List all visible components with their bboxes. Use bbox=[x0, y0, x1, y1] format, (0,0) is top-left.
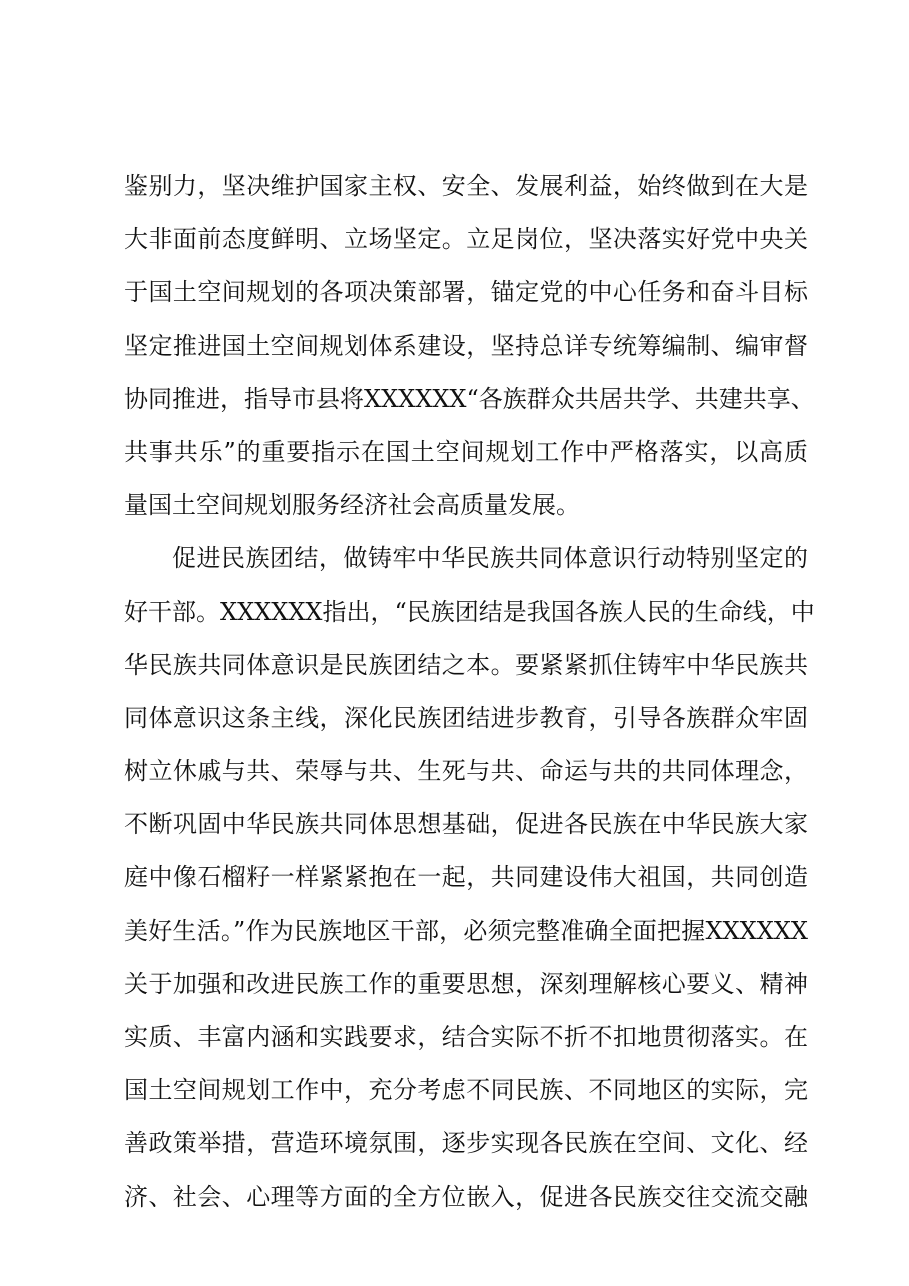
paragraph-line: 善政策举措，营造环境氛围，逐步实现各民族在空间、文化、经 bbox=[124, 1129, 808, 1158]
paragraph-line: 于国土空间规划的各项决策部署，锚定党的中心任务和奋斗目标 bbox=[124, 278, 808, 307]
paragraph-line: 坚定推进国土空间规划体系建设，坚持总详专统筹编制、编审督 bbox=[124, 331, 808, 360]
paragraph-line: 不断巩固中华民族共同体思想基础，促进各民族在中华民族大家 bbox=[124, 810, 808, 839]
paragraph-line: 济、社会、心理等方面的全方位嵌入，促进各民族交往交流交融 bbox=[124, 1182, 808, 1211]
paragraph-1 bbox=[124, 160, 815, 532]
paragraph-line: 实质、丰富内涵和实践要求，结合实际不折不扣地贯彻落实。在 bbox=[124, 1023, 808, 1051]
paragraph-line: 鉴别力，坚决维护国家主权、安全、发展利益，始终做到在大是 bbox=[124, 172, 808, 200]
paragraph-line: 促进民族团结，做铸牢中华民族共同体意识行动特别坚定的 bbox=[172, 544, 808, 573]
paragraph-line: 树立休戚与共、荣辱与共、生死与共、命运与共的共同体理念， bbox=[124, 757, 808, 786]
paragraph-line: 关于加强和改进民族工作的重要思想，深刻理解核心要义、精神 bbox=[124, 969, 808, 998]
paragraph-line: 量国土空间规划服务经济社会高质量发展。 bbox=[124, 491, 580, 520]
paragraph-line: 国土空间规划工作中，充分考虑不同民族、不同地区的实际，完 bbox=[124, 1076, 808, 1105]
paragraph-2 bbox=[124, 532, 815, 1223]
paragraph-line: 庭中像石榴籽一样紧紧抱在一起，共同建设伟大祖国，共同创造 bbox=[124, 863, 808, 892]
paragraph-line: 好干部。XXXXXX指出，“民族团结是我国各族人民的生命线，中 bbox=[124, 597, 815, 626]
paragraph-line: 协同推进，指导市县将XXXXXX“各族群众共居共学、共建共享、 bbox=[124, 384, 815, 413]
paragraph-line: 华民族共同体意识是民族团结之本。要紧紧抓住铸牢中华民族共 bbox=[124, 650, 808, 679]
document-body bbox=[124, 160, 815, 1224]
paragraph-line: 美好生活。”作为民族地区干部，必须完整准确全面把握XXXXXX bbox=[124, 916, 808, 945]
paragraph-line: 共事共乐”的重要指示在国土空间规划工作中严格落实，以高质 bbox=[124, 437, 808, 466]
paragraph-line: 同体意识这条主线，深化民族团结进步教育，引导各族群众牢固 bbox=[124, 703, 808, 732]
paragraph-line: 大非面前态度鲜明、立场坚定。立足岗位，坚决落实好党中央关 bbox=[124, 225, 808, 254]
